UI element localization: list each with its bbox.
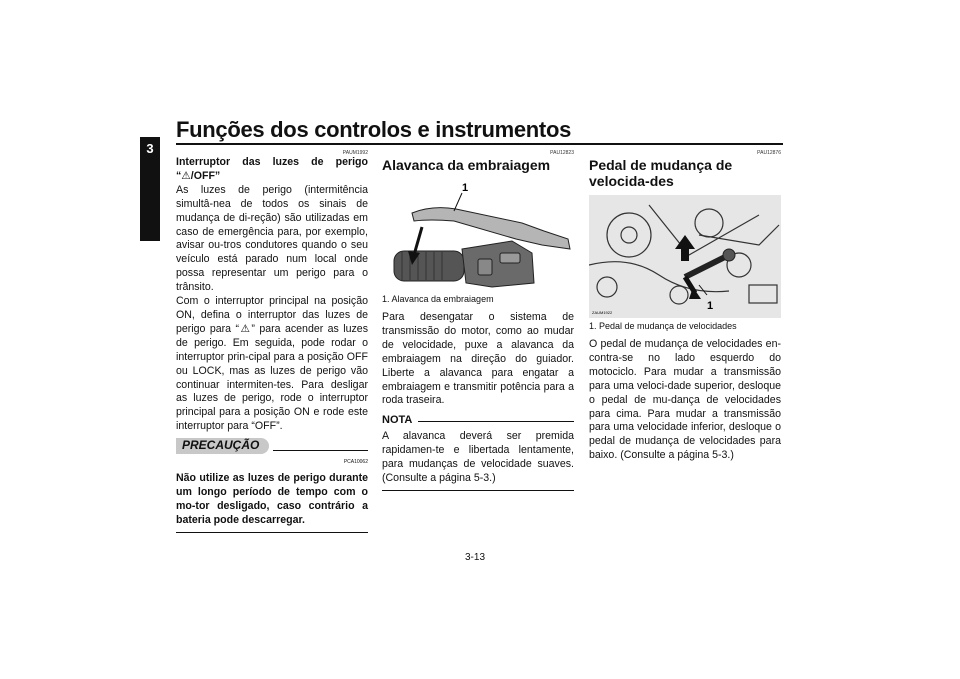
shift-pedal-heading: Pedal de mudança de velocida-des (589, 157, 733, 189)
section-code: PAU12823 (550, 150, 574, 156)
page-title: Funções dos controlos e instrumentos (176, 117, 572, 142)
figure-caption: 1. Pedal de mudança de velocidades (589, 321, 737, 331)
shift-pedal-figure (589, 195, 781, 318)
clutch-lever-illustration (382, 179, 574, 291)
clutch-paragraph: Para desengatar o sistema de transmissão do motor, como ao mudar de velocidade, puxe a alavanca da embraiagem na direção do guiador. Liberte a alavanca para engatar a embraiagem e transmitir potência para a roda traseira. (382, 311, 574, 407)
note-label: NOTA (382, 414, 413, 427)
clutch-lever-figure (382, 179, 574, 291)
shift-pedal-illustration (589, 195, 781, 318)
section-code: PAU12876 (757, 150, 781, 156)
figure-callout: 1 (707, 300, 714, 312)
caution-label: PRECAUÇÃO (176, 438, 269, 454)
middle-column (382, 150, 574, 491)
section-code: PAUM1992 (342, 150, 368, 156)
caution-text: Não utilize as luzes de perigo durante um longo período de tempo com o mo-tor desligado, caso contrário a bateria pode descarregar. (176, 471, 368, 526)
hazard-paragraph-2: Com o interruptor principal na posição ON, defina o interruptor das luzes de perigo para “⚠” para acender as luzes de perigo. Em seguida, pode rodar o interruptor prin-cipal para a posição OFF ou LOCK, mas as luzes de perigo vão continuar intermiten-tes. Para desligar as luzes de perigo, rode o interruptor principal para a posição ON e rode este interruptor para “OFF”. (176, 295, 368, 433)
hazard-paragraph-1: As luzes de perigo (intermitência simultâ-nea de todos os sinais de mudança de di-reção) são utilizadas em caso de emergência para, por exemplo, avisar ou-tros condutores quando o seu veículo está parado num local onde possa representar um perigo para o trânsito. (176, 183, 368, 294)
chapter-tab: 3 (140, 137, 160, 241)
figure-caption: 1. Alavanca da embraiagem (382, 294, 494, 304)
figure-callout: 1 (462, 182, 469, 194)
figure-code: ZAUM1922 (592, 310, 613, 315)
header-rule (176, 143, 783, 145)
note-text: A alavanca deverá ser premida rapidamen-te e libertada lentamente, para mudanças de velocidade suaves. (Consulte a página 5-3.) (382, 430, 574, 484)
shift-pedal-paragraph: O pedal de mudança de velocidades en-contra-se no lado esquerdo do motociclo. Para mudar a transmissão para uma veloci-dade superior, desloque o pedal de mu-dança de velocidades para cima. Para mudar a transmissão para uma velocidade inferior, desloque o pedal de mudança de velocidades para baixo. (Consulte a página 5-3.) (589, 338, 781, 462)
hazard-switch-heading: Interruptor das luzes de perigo “⚠/OFF” (176, 156, 368, 182)
page-number: 3-13 (465, 552, 486, 563)
clutch-lever-heading: Alavanca da embraiagem (382, 157, 551, 173)
right-column (589, 150, 781, 463)
caution-code: PCA10062 (343, 459, 368, 466)
caution-box (176, 438, 368, 532)
left-column (176, 150, 368, 533)
